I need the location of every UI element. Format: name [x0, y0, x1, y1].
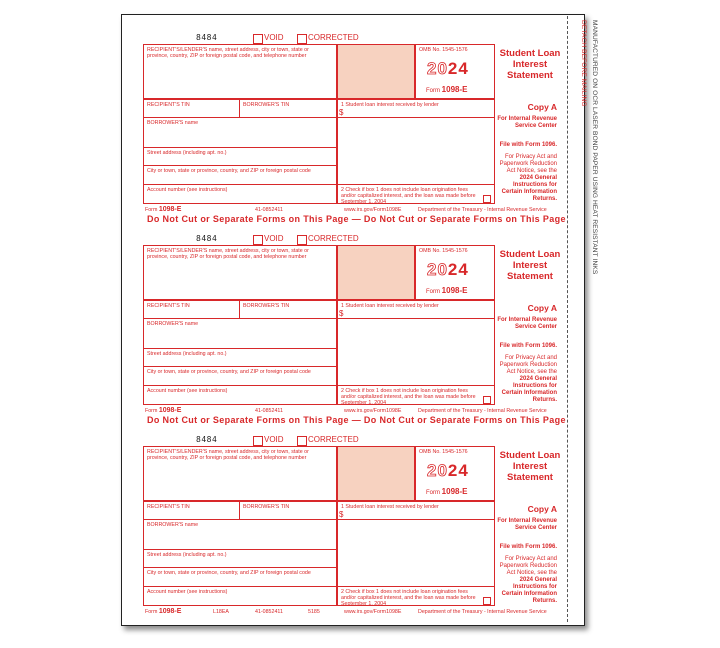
file-with-text: File with Form 1096.: [499, 142, 557, 148]
for-irs-text: For Internal Revenue Service Center: [497, 317, 557, 330]
street-label: Street address (including apt. no.): [147, 351, 227, 357]
lender-box[interactable]: [143, 446, 337, 501]
box1-label: 1 Student loan interest received by lender: [341, 303, 439, 309]
box2-field: [337, 184, 495, 204]
void-label: VOID: [264, 33, 284, 42]
form-title: Student Loan Interest Statement: [499, 450, 561, 483]
lender-label: RECIPIENT'S/LENDER'S name, street address, city or town, state or province, country, ZIP or foreign postal code, and telephone number: [147, 47, 309, 59]
recipient-tin-label: RECIPIENT'S TIN: [147, 504, 190, 510]
borrower-name-field[interactable]: [143, 519, 337, 550]
privacy-text: For Privacy Act and Paperwork Reduction Act Notice, see the: [499, 154, 557, 174]
privacy-text: For Privacy Act and Paperwork Reduction Act Notice, see the: [499, 556, 557, 576]
borrower-name-field[interactable]: [143, 318, 337, 349]
box2-label: 2 Check if box 1 does not include loan origination fees and/or capitalized interest, and the loan was made before September 1, 2004: [341, 589, 476, 607]
street-address-field[interactable]: [143, 348, 337, 367]
shaded-area: [337, 44, 415, 99]
copy-a-label: Copy A: [527, 303, 557, 313]
borrower-name-label: BORROWER'S name: [147, 321, 199, 327]
borrower-tin-label: BORROWER'S TIN: [243, 303, 290, 309]
footer-extra-number: 5185: [308, 609, 320, 615]
borrower-tin-field[interactable]: [239, 501, 337, 520]
general-instructions-text: 2024 General Instructions for Certain Information Returns.: [501, 175, 557, 202]
general-instructions-text: 2024 General Instructions for Certain Information Returns.: [501, 376, 557, 403]
recipient-tin-field[interactable]: [143, 501, 240, 520]
recipient-tin-label: RECIPIENT'S TIN: [147, 102, 190, 108]
void-checkbox[interactable]: [253, 436, 263, 446]
corrected-label: CORRECTED: [308, 234, 359, 243]
footer-ein: 41-0852411: [255, 609, 283, 615]
for-irs-text: For Internal Revenue Service Center: [497, 518, 557, 531]
manufactured-notice: MANUFACTURED ON OCR LASER BOND PAPER USING HEAT RESISTANT INKS: [591, 20, 598, 275]
city-label: City or town, state or province, country, and ZIP or foreign postal code: [147, 168, 311, 174]
form-name: Form 1098-E: [426, 487, 468, 496]
detach-notice: DETACH BEFORE MAILING: [580, 20, 587, 107]
form-header: [143, 32, 443, 44]
borrower-tin-field[interactable]: [239, 99, 337, 118]
form-title: Student Loan Interest Statement: [499, 249, 561, 282]
file-with-text: File with Form 1096.: [499, 544, 557, 550]
copy-a-label: Copy A: [527, 504, 557, 514]
borrower-tin-label: BORROWER'S TIN: [243, 102, 290, 108]
tax-year: 2024: [427, 461, 469, 480]
lender-label: RECIPIENT'S/LENDER'S name, street address, city or town, state or province, country, ZIP or foreign postal code, and telephone number: [147, 248, 309, 260]
void-checkbox[interactable]: [253, 235, 263, 245]
street-label: Street address (including apt. no.): [147, 150, 227, 156]
box2-label: 2 Check if box 1 does not include loan origination fees and/or capitalized interest, and the loan was made before September 1, 2004: [341, 187, 476, 205]
form-name: Form 1098-E: [426, 85, 468, 94]
city-field[interactable]: [143, 567, 337, 587]
box1-interest-field[interactable]: [337, 300, 495, 319]
footer-url: www.irs.gov/Form1098E: [344, 408, 402, 414]
box1-label: 1 Student loan interest received by lender: [341, 102, 439, 108]
account-label: Account number (see instructions): [147, 187, 228, 193]
recipient-tin-field[interactable]: [143, 300, 240, 319]
footer-form-name: Form 1098-E: [145, 206, 182, 213]
do-not-cut-notice: Do Not Cut or Separate Forms on This Page — Do Not Cut or Separate Forms on This Page: [147, 214, 566, 224]
account-number-field[interactable]: [143, 385, 337, 405]
copy-a-label: Copy A: [527, 102, 557, 112]
privacy-text: For Privacy Act and Paperwork Reduction Act Notice, see the: [499, 355, 557, 375]
city-label: City or town, state or province, country, and ZIP or foreign postal code: [147, 570, 311, 576]
corrected-label: CORRECTED: [308, 33, 359, 42]
dollar-sign: $: [339, 108, 344, 117]
omb-label: OMB No. 1545-1576: [419, 47, 468, 53]
city-field[interactable]: [143, 366, 337, 386]
tax-year: 2024: [427, 260, 469, 279]
account-number-field[interactable]: [143, 184, 337, 204]
form-name: Form 1098-E: [426, 286, 468, 295]
box2-field: [337, 586, 495, 606]
form-header: [143, 233, 443, 245]
for-irs-text: For Internal Revenue Service Center: [497, 116, 557, 129]
footer-form-name: Form 1098-E: [145, 407, 182, 414]
void-label: VOID: [264, 435, 284, 444]
corrected-checkbox[interactable]: [297, 436, 307, 446]
footer-dept: Department of the Treasury - Internal Revenue Service: [418, 408, 547, 414]
footer-dept: Department of the Treasury - Internal Revenue Service: [418, 609, 547, 615]
footer-ein: 41-0852411: [255, 408, 283, 414]
account-label: Account number (see instructions): [147, 589, 228, 595]
form-title: Student Loan Interest Statement: [499, 48, 561, 81]
shaded-area: [337, 446, 415, 501]
shaded-area: [337, 245, 415, 300]
footer-dept: Department of the Treasury - Internal Revenue Service: [418, 207, 547, 213]
borrower-tin-label: BORROWER'S TIN: [243, 504, 290, 510]
form-number-stamp: 8484: [196, 435, 218, 444]
form-number-stamp: 8484: [196, 33, 218, 42]
recipient-tin-label: RECIPIENT'S TIN: [147, 303, 190, 309]
box2-checkbox[interactable]: [483, 396, 491, 404]
box1-interest-field[interactable]: [337, 99, 495, 118]
footer-cat-code: L18EA: [213, 609, 229, 615]
account-label: Account number (see instructions): [147, 388, 228, 394]
corrected-label: CORRECTED: [308, 435, 359, 444]
lender-box[interactable]: [143, 44, 337, 99]
perforation-line: [567, 16, 568, 622]
omb-box: [415, 44, 495, 99]
box2-checkbox[interactable]: [483, 195, 491, 203]
dollar-sign: $: [339, 309, 344, 318]
borrower-name-field[interactable]: [143, 117, 337, 148]
general-instructions-text: 2024 General Instructions for Certain Information Returns.: [501, 577, 557, 604]
form-number-stamp: 8484: [196, 234, 218, 243]
footer-form-name: Form 1098-E: [145, 608, 182, 615]
city-label: City or town, state or province, country, and ZIP or foreign postal code: [147, 369, 311, 375]
do-not-cut-notice: Do Not Cut or Separate Forms on This Page — Do Not Cut or Separate Forms on This Page: [147, 415, 566, 425]
file-with-text: File with Form 1096.: [499, 343, 557, 349]
borrower-name-label: BORROWER'S name: [147, 120, 199, 126]
box1-label: 1 Student loan interest received by lender: [341, 504, 439, 510]
box2-label: 2 Check if box 1 does not include loan origination fees and/or capitalized interest, and the loan was made before September 1, 2004: [341, 388, 476, 406]
form-header: [143, 434, 443, 446]
void-checkbox[interactable]: [253, 34, 263, 44]
box2-checkbox[interactable]: [483, 597, 491, 605]
lender-box[interactable]: [143, 245, 337, 300]
omb-box: [415, 446, 495, 501]
corrected-checkbox[interactable]: [297, 235, 307, 245]
box1-interest-field[interactable]: [337, 501, 495, 520]
lender-label: RECIPIENT'S/LENDER'S name, street address, city or town, state or province, country, ZIP or foreign postal code, and telephone number: [147, 449, 309, 461]
omb-label: OMB No. 1545-1576: [419, 449, 468, 455]
dollar-sign: $: [339, 510, 344, 519]
borrower-tin-field[interactable]: [239, 300, 337, 319]
corrected-checkbox[interactable]: [297, 34, 307, 44]
recipient-tin-field[interactable]: [143, 99, 240, 118]
street-address-field[interactable]: [143, 147, 337, 166]
void-label: VOID: [264, 234, 284, 243]
street-label: Street address (including apt. no.): [147, 552, 227, 558]
footer-ein: 41-0852411: [255, 207, 283, 213]
street-address-field[interactable]: [143, 549, 337, 568]
omb-label: OMB No. 1545-1576: [419, 248, 468, 254]
city-field[interactable]: [143, 165, 337, 185]
account-number-field[interactable]: [143, 586, 337, 606]
footer-url: www.irs.gov/Form1098E: [344, 609, 402, 615]
tax-year: 2024: [427, 59, 469, 78]
borrower-name-label: BORROWER'S name: [147, 522, 199, 528]
box2-field: [337, 385, 495, 405]
omb-box: [415, 245, 495, 300]
footer-url: www.irs.gov/Form1098E: [344, 207, 402, 213]
